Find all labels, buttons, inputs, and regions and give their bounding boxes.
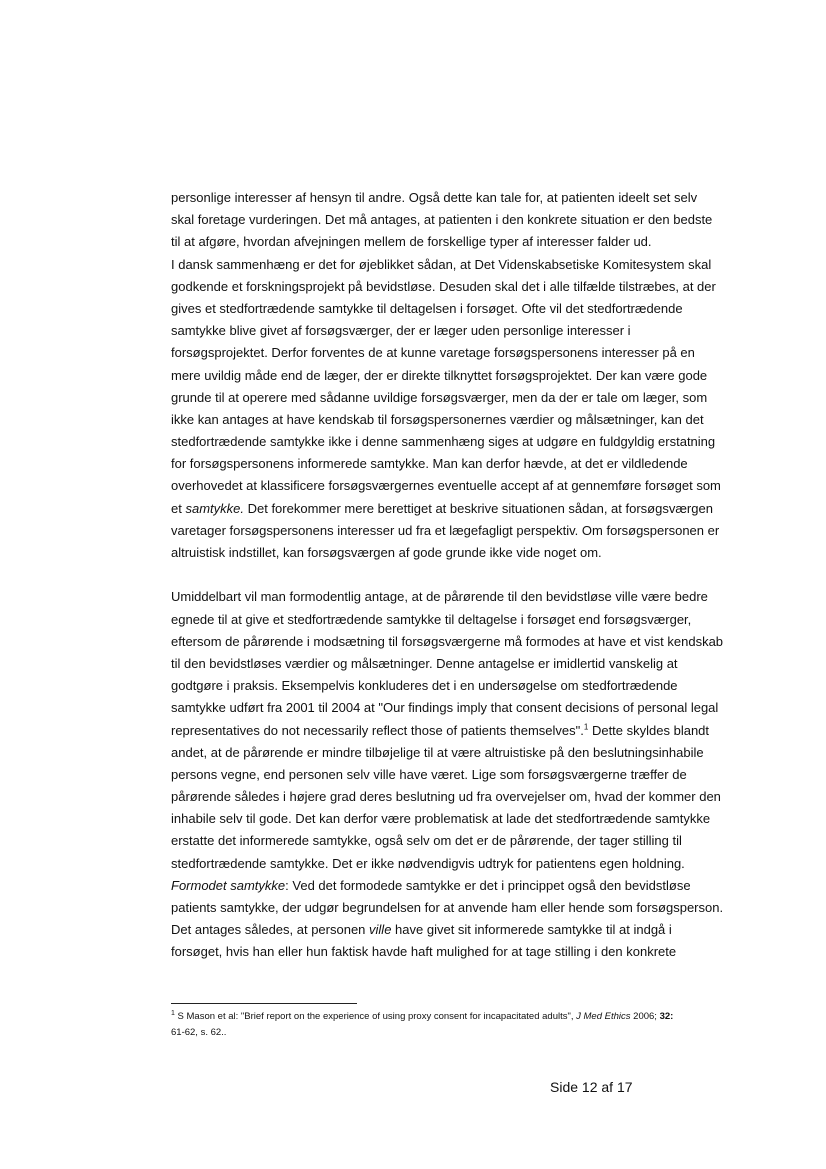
text-line: personlige interesser af hensyn til andre. Også dette kan tale for, at patienten ideelt set selv [171,190,698,205]
text-line: eftersom de pårørende i modsætning til forsøgsværgerne må formodes at have et vist kendskab [171,633,724,649]
footnote-separator [171,1003,357,1004]
text-line: erstatte det informerede samtykke, også selv om det er de pårørende, der tager stilling til [171,833,682,849]
footnote-journal: J Med Ethics [576,1011,631,1022]
text-line: gives et stedfortrædende samtykke til deltagelsen i forsøget. Ofte vil det stedfortrædende [171,300,683,316]
footnote-line-2: 61-62, s. 62.. [171,1027,227,1038]
text-line: forsøget, hvis han eller hun faktisk havde haft mulighed for at tage stilling i den konkrete [171,944,677,960]
text-segment: : Ved det formodede samtykke er det i princippet også den bevidstløse [285,877,691,893]
text-segment: et [171,500,186,516]
text-segment: representatives do not necessarily reflect those of patients themselves". [171,722,584,738]
text-line: forsøgsprojektet. Derfor forventes de at kunne varetage forsøgspersonens interesser på en [171,345,695,361]
text-line: mere uvildig måde end de læger, der er direkte tilknyttet forsøgsprojektet. Der kan være gode [171,367,708,383]
text-line: stedfortrædende samtykke. Det er ikke nødvendigvis udtryk for patientens egen holdning. [171,855,685,871]
emphasized-text: ville [369,922,392,938]
footnote-citation: S Mason et al: "Brief report on the experience of using proxy consent for incapacitated adults", [174,1011,577,1022]
text-line: andet, at de pårørende er mindre tilbøjelige til at være altruistiske på den beslutningsinhabile [171,744,704,760]
text-line: samtykke blive givet af forsøgsværger, der er læger uden personlige interesser i [171,323,631,339]
footnote-volume: 32: [659,1011,674,1022]
text-line: stedfortrædende samtykke ikke i denne sammenhæng siges at udgøre en fuldgyldig erstatning [171,434,716,450]
text-line: pårørende således i højere grad deres beslutning ud fra overvejelser om, hvad der kommer den [171,789,721,805]
text-line: godkende et forskningsprojekt på bevidstløse. Desuden skal det i alle tilfælde tilstræbes, at der [171,278,716,294]
emphasized-text: samtykke. [185,500,244,516]
text-segment: Dette skyldes blandt [588,722,710,738]
footnote-line-1 [171,1009,737,1025]
text-line: egnede til at give et stedfortrædende samtykke til deltagelse i forsøget end forsøgsværger, [171,611,692,627]
text-segment: Det antages således, at personen [171,922,370,938]
text-line: Umiddelbart vil man formodentlig antage, at de pårørende til den bevidstløse ville være bedre [171,589,708,605]
text-line: godtgøre i praksis. Eksempelvis konkluderes det i en undersøgelse om stedfortrædende [171,678,678,694]
text-line: for forsøgspersonens informerede samtykke. Man kan derfor hævde, at det er vildledende [171,456,688,472]
text-line: til den bevidstløses værdier og målsætninger. Denne antagelse er imidlertid vanskelig at [171,655,678,671]
paragraph-gap [171,564,735,586]
body-text [171,187,735,964]
text-line: ikke kan antages at have kendskab til forsøgspersonernes værdier og målsætninger, kan det [171,411,704,427]
text-line: I dansk sammenhæng er det for øjeblikket sådan, at Det Videnskabsetiske Komitesystem skal [171,256,712,272]
text-line: persons vegne, end personen selv ville have været. Lige som forsøgsværgerne træffer de [171,766,687,782]
text-line [171,720,735,742]
text-line [171,875,735,897]
footnote-marker: 1 [171,1009,175,1017]
text-segment: Det forekommer mere berettiget at beskrive situationen sådan, at forsøgsværgen [243,500,713,516]
text-line: overhovedet at klassificere forsøgsværgernes eventuelle accept af at gennemføre forsøget som [171,478,721,494]
page-number: Side 12 af 17 [550,1079,633,1095]
footnote-year: 2006; [630,1011,660,1022]
text-segment: have givet sit informerede samtykke til at indgå i [391,922,672,938]
text-line: til at afgøre, hvordan afvejningen mellem de forskellige typer af interesser falder ud. [171,234,652,250]
text-line: altruistisk indstillet, kan forsøgsværgen af gode grunde ikke vide noget om. [171,545,602,560]
footnote [171,1009,737,1041]
emphasized-text: Formodet samtykke [171,877,286,893]
text-line: grunde til at operere med sådanne uvildige forsøgsværger, men da der er tale om læger, som [171,389,708,405]
text-line: samtykke udført fra 2001 til 2004 at "Our findings imply that consent decisions of personal legal [171,700,719,716]
text-line: varetager forsøgspersonens interesser ud fra et lægefagligt perspektiv. Om forsøgspersonen er [171,522,720,538]
text-line: inhabile selv til gode. Det kan derfor være problematisk at lade det stedfortrædende samtykke [171,811,711,827]
footnote-reference[interactable]: 1 [583,722,589,732]
text-line: skal foretage vurderingen. Det må antages, at patienten i den konkrete situation er den bedste [171,212,713,228]
text-line [171,498,735,520]
text-line [171,919,735,941]
text-line: patients samtykke, der udgør begrundelsen for at anvende ham eller hende som forsøgsperson. [171,900,724,915]
